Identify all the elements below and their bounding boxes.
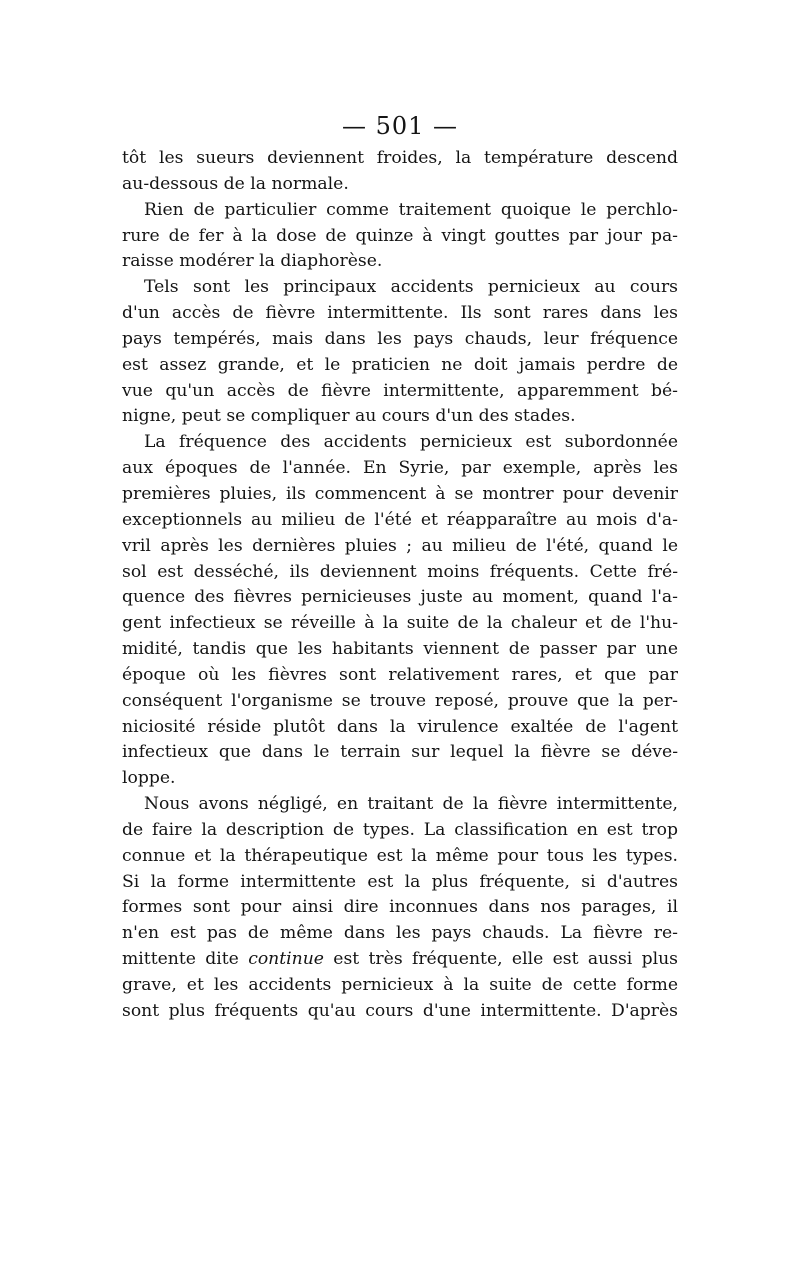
- page-number: — 501 —: [341, 112, 459, 140]
- text-line: sont plus fréquents qu'au cours d'une intermittente. D'après: [122, 1000, 678, 1021]
- text-line: La fréquence des accidents pernicieux est subordonnée: [144, 432, 678, 453]
- text-line: n'en est pas de même dans les pays chauds. La fièvre re-: [122, 923, 678, 944]
- text-line: vue qu'un accès de fièvre intermittente, apparemment bé-: [122, 380, 678, 401]
- text-line: niciosité réside plutôt dans la virulence exaltée de l'agent: [122, 716, 678, 737]
- text-line: sol est desséché, ils deviennent moins fréquents. Cette fré-: [122, 561, 678, 582]
- text-line: de faire la description de types. La classification en est trop: [122, 819, 678, 840]
- body-text: [122, 146, 678, 1025]
- text-line: gent infectieux se réveille à la suite de la chaleur et de l'hu-: [122, 613, 678, 634]
- text-line: rure de fer à la dose de quinze à vingt gouttes par jour pa-: [122, 225, 678, 246]
- text-line: raisse modérer la diaphorèse.: [122, 251, 383, 272]
- text-line: loppe.: [122, 768, 176, 789]
- text-line: aux époques de l'année. En Syrie, par exemple, après les: [122, 458, 678, 479]
- text-line: formes sont pour ainsi dire inconnues dans nos parages, il: [122, 897, 678, 918]
- text-line: nigne, peut se compliquer au cours d'un des stades.: [122, 406, 576, 427]
- text-line: infectieux que dans le terrain sur lequel la fièvre se déve-: [122, 742, 678, 763]
- text-line: d'un accès de fièvre intermittente. Ils sont rares dans les: [122, 303, 678, 324]
- text-segment: est très fréquente, elle est aussi plus: [323, 949, 678, 970]
- text-line: premières pluies, ils commencent à se montrer pour devenir: [122, 483, 678, 504]
- text-line: Si la forme intermittente est la plus fréquente, si d'autres: [122, 871, 678, 892]
- text-line: est assez grande, et le praticien ne doit jamais perdre de: [122, 354, 678, 375]
- text-line: exceptionnels au milieu de l'été et réapparaître au mois d'a-: [122, 509, 678, 530]
- text-line: pays tempérés, mais dans les pays chauds, leur fréquence: [122, 328, 678, 349]
- text-line: quence des fièvres pernicieuses juste au moment, quand l'a-: [122, 587, 678, 608]
- text-line: connue et la thérapeutique est la même pour tous les types.: [122, 845, 678, 866]
- text-line: [122, 947, 678, 973]
- text-segment: mittente dite: [122, 949, 249, 970]
- text-line: conséquent l'organisme se trouve reposé, prouve que la per-: [122, 690, 678, 711]
- text-line: vril après les dernières pluies ; au milieu de l'été, quand le: [122, 535, 678, 556]
- text-line: au-dessous de la normale.: [122, 173, 349, 194]
- text-line: tôt les sueurs deviennent froides, la température descend: [122, 148, 678, 168]
- text-line: Nous avons négligé, en traitant de la fièvre intermittente,: [144, 794, 678, 815]
- text-line: Tels sont les principaux accidents pernicieux au cours: [144, 277, 678, 298]
- text-line: époque où les fièvres sont relativement rares, et que par: [122, 664, 678, 685]
- text-line: Rien de particulier comme traitement quoique le perchlo-: [144, 199, 678, 220]
- text-line: grave, et les accidents pernicieux à la suite de cette forme: [122, 975, 678, 995]
- italic-word: continue: [248, 949, 324, 970]
- text-line: midité, tandis que les habitants viennent de passer par une: [122, 639, 678, 660]
